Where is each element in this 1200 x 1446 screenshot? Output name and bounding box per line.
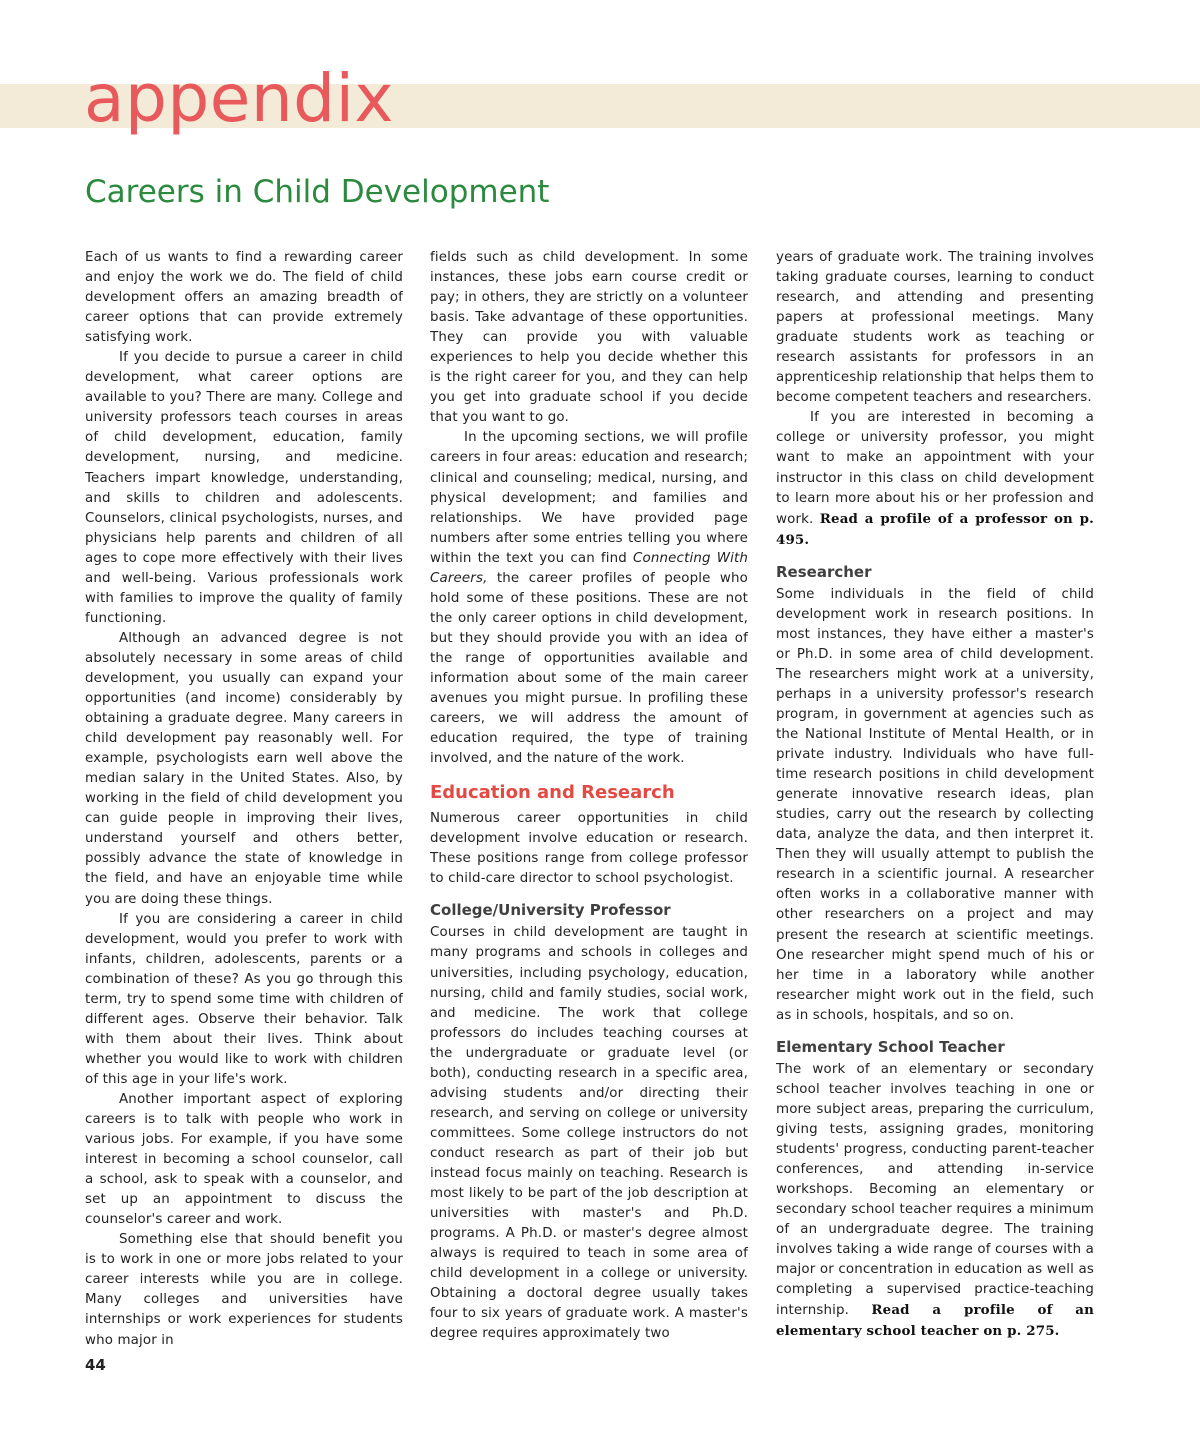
paragraph: Courses in child development are taught in many programs and schools in colleges and universities, including psychology, education, nursing, child and family studies, social work, and medicine. The work that college professors do includes teaching courses at the undergraduate or graduate level (or both), conducting research in a specific area, advising students and/or directing their research, and serving on college or university committees. Some college instructors do not conduct research as part of their job but instead focus mainly on teaching. Research is most likely to be part of the job description at universities with master's and Ph.D. programs. A Ph.D. or master's degree almost always is required to teach in some area of child development in a college or university. Obtaining a doctoral degree usually takes four to six years of graduate work. A master's degree requires approximately two [430,925,748,1342]
paragraph: If you decide to pursue a career in child development, what career options are available to you? There are many. College and university professors teach courses in areas of child development, education, family development, nursing, and medicine. Teachers impart knowledge, understanding, and skills to children and adolescents. Counselors, clinical psychologists, nurses, and physicians help parents and children of all ages to cope more effectively with their lives and well-being. Various professionals work with families to improve the quality of family functioning. [85,350,403,626]
text-column-3 [776,248,1094,1342]
page-number: 44 [85,1356,106,1374]
paragraph-text: If you are interested in becoming a college or university professor, you might want to make an appointment with your instructor in this class on child development to learn more about his or her profession and work. [776,410,1094,527]
profile-reference: Read a profile of a professor on p. 495. [776,510,1094,548]
page-subtitle: Careers in Child Development [85,174,550,210]
paragraph [776,408,1094,550]
subsection-heading-professor: College/University Professor [430,901,671,920]
subsection-heading-researcher: Researcher [776,562,872,581]
paragraph-text: The work of an elementary or secondary school teacher involves teaching in one or more subject areas, preparing the curriculum, giving tests, assigning grades, monitoring students' progress, conducting parent-teacher conferences, and attending in-service workshops. Becoming an elementary or secondary school teacher requires a minimum of an undergraduate degree. The training involves taking a wide range of courses with a major or concentration in education as well as completing a supervised practice-teaching internship. [776,1061,1094,1319]
page-title: appendix [84,60,394,137]
paragraph [430,428,748,769]
paragraph: Something else that should benefit you is to work in one or more jobs related to your career interests while you are in college. Many colleges and universities have internships or work experiences for students who major in [85,1232,403,1348]
subsection-heading-teacher: Elementary School Teacher [776,1037,1005,1056]
paragraph: Some individuals in the field of child development work in research positions. In most instances, they have either a master's or Ph.D. in some area of child development. The researchers might work at a university, perhaps in a university professor's research program, in government at agencies such as the National Institute of Mental Health, or in private industry. Individuals who have full-time research positions in child development generate innovative research ideas, plan studies, carry out the research by collecting data, analyze the data, and then interpret it. Then they will usually attempt to publish the research in a scientific journal. A researcher often works in a collaborative manner with other researchers on a project and may present the research at scientific meetings. One researcher might spend much of his or her time in a laboratory while another researcher might work out in the field, such as in schools, hospitals, and so on. [776,586,1094,1023]
feature-title: Connecting With Careers, [430,550,748,586]
section-heading-education-research: Education and Research [430,782,675,804]
paragraph-text: the career profiles of people who hold some of these positions. These are not the only career options in child development, but they should provide you with an idea of the range of opportunities available and information about some of the main career avenues you might pursue. In profiling these careers, we will address the amount of education required, the type of training involved, and the nature of the work. [430,570,748,767]
paragraph: fields such as child development. In some instances, these jobs earn course credit or pay; in others, they are strictly on a volunteer basis. Take advantage of these opportunities. They can provide you with valuable experiences to help you decide whether this is the right career for you, and they can help you get into graduate school if you decide that you want to go. [430,250,748,426]
paragraph-text: In the upcoming sections, we will profile careers in four areas: education and research; clinical and counseling; medical, nursing, and physical development; and families and relationships. We have provided page numbers after some entries telling you where within the text you can find [430,430,748,566]
paragraph: If you are considering a career in child development, would you prefer to work with infants, children, adolescents, parents or a combination of these? As you go through this term, try to spend some time with children of different ages. Observe their behavior. Talk with them about their lives. Think about whether you would like to work with children of this age in your life's work. [85,911,403,1087]
text-column-1 [85,248,403,1351]
paragraph: Another important aspect of exploring careers is to talk with people who work in various jobs. For example, if you have some interest in becoming a school counselor, call a school, ask to speak with a counselor, and set up an appointment to discuss the counselor's career and work. [85,1091,403,1228]
text-column-2 [430,248,748,1344]
paragraph: Numerous career opportunities in child development involve education or research. These positions range from college professor to child-care director to school psychologist. [430,811,748,887]
paragraph: Although an advanced degree is not absolutely necessary in some areas of child development, you usually can expand your opportunities (and income) considerably by obtaining a graduate degree. Many careers in child development pay reasonably well. For example, psychologists earn well above the median salary in the United States. Also, by working in the field of child development you can guide people in improving their lives, understand yourself and others better, possibly advance the state of knowledge in the field, and have an enjoyable time while you are doing these things. [85,630,403,907]
paragraph: years of graduate work. The training involves taking graduate courses, learning to conduct research, and attending and presenting papers at professional meetings. Many graduate students work as teaching or research assistants for professors in an apprenticeship relationship that helps them to become competent teachers and researchers. [776,250,1094,406]
paragraph: Each of us wants to find a rewarding career and enjoy the work we do. The field of child development offers an amazing breadth of career options that can provide extremely satisfying work. [85,250,403,346]
paragraph [776,1060,1094,1343]
profile-reference: Read a profile of an elementary school teacher on p. 275. [776,1302,1094,1340]
